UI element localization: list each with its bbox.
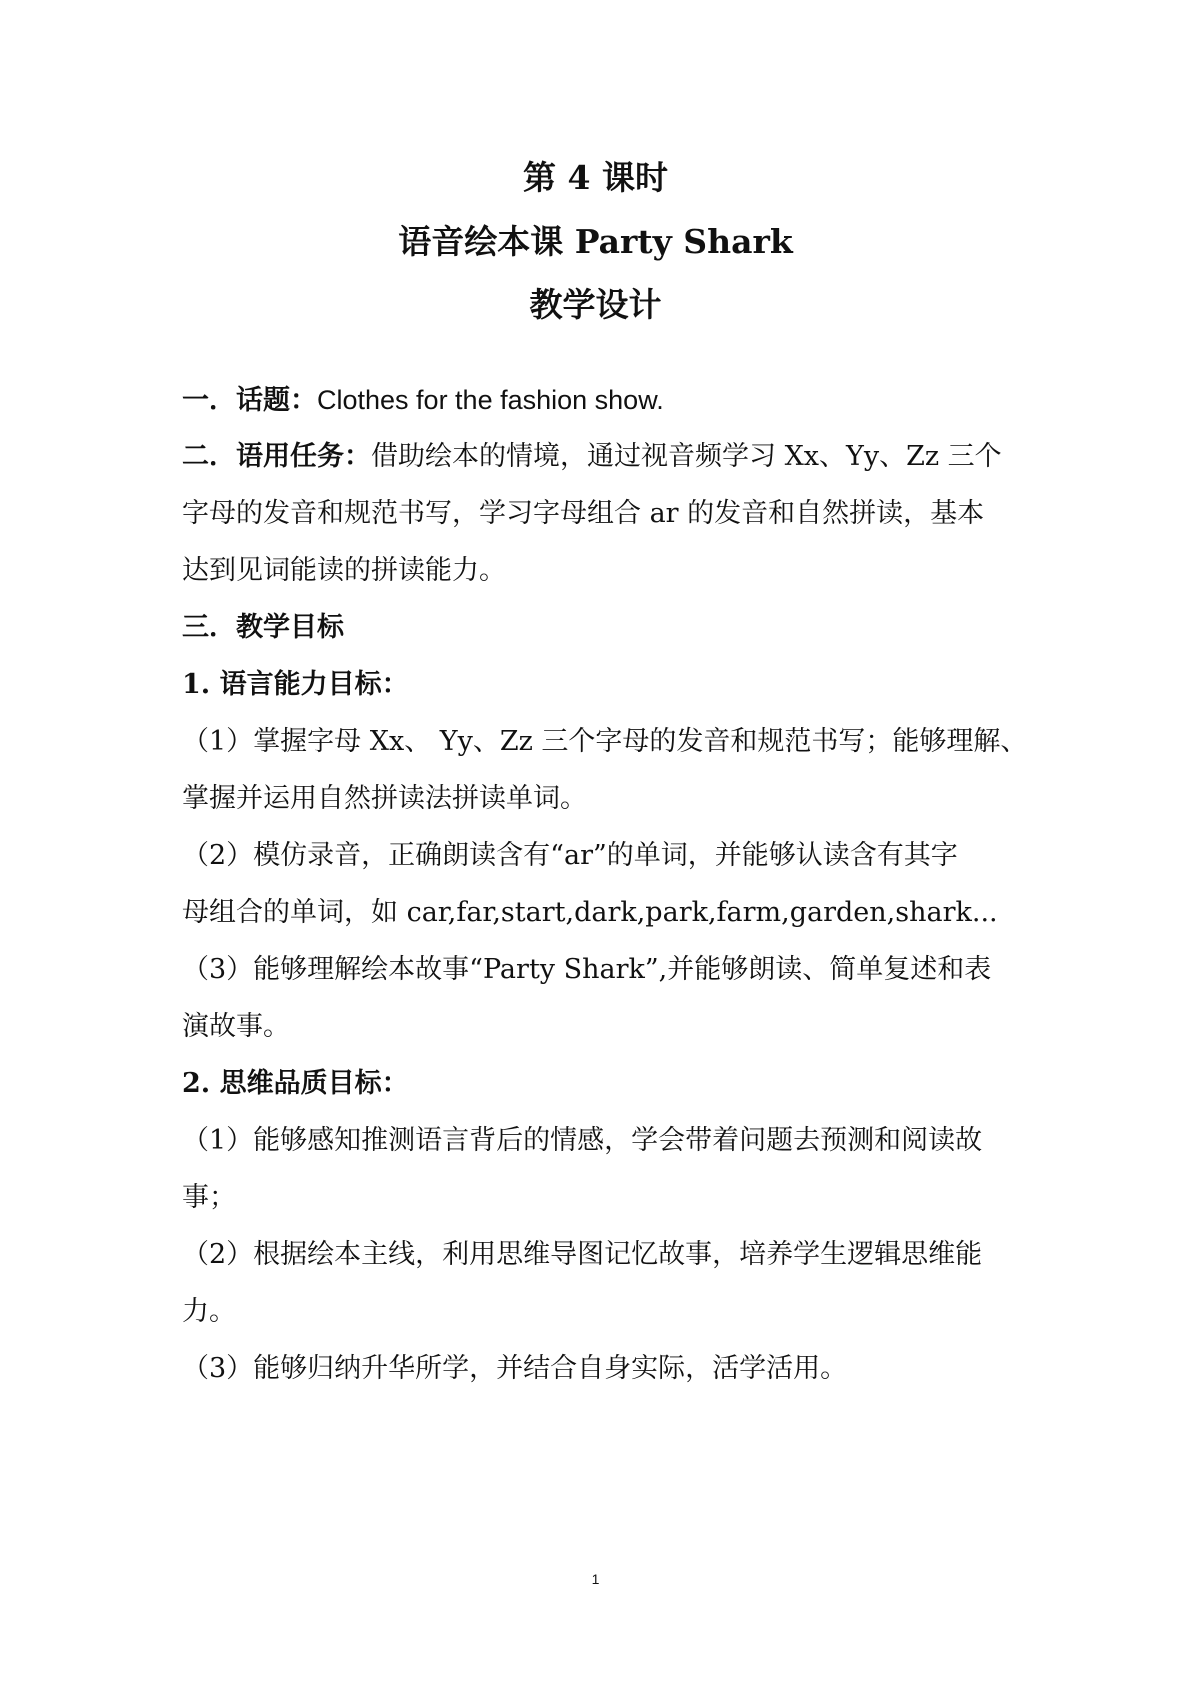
thinking-item-1-line-1: （1）能够感知推测语言背后的情感，学会带着问题去预测和阅读故 xyxy=(182,1125,983,1156)
language-item-2-line-1: （2）模仿录音，正确朗读含有“ar”的单词，并能够认读含有其字 xyxy=(182,840,958,871)
document-type-title: 教学设计 xyxy=(529,285,662,324)
topic-line xyxy=(182,381,1022,420)
topic-text: Clothes for the fashion show. xyxy=(317,385,664,415)
thinking-item-3-line-1: （3）能够归纳升华所学，并结合自身实际，活学活用。 xyxy=(182,1353,848,1384)
topic-label: 一．话题： xyxy=(182,385,317,416)
thinking-item-2-line-1: （2）根据绘本主线，利用思维导图记忆故事，培养学生逻辑思维能 xyxy=(182,1239,983,1270)
objectives-heading: 三．教学目标 xyxy=(182,612,344,643)
task-line-2: 字母的发音和规范书写，学习字母组合 ar 的发音和自然拼读，基本 xyxy=(182,498,985,529)
language-item-2-line-2: 母组合的单词，如 car,far,start,dark,park,farm,garden,shark... xyxy=(182,897,998,928)
task-line-1 xyxy=(182,438,1022,476)
task-text-line-1: 借助绘本的情境，通过视音频学习 Xx、Yy、Zz 三个 xyxy=(371,441,1002,472)
language-item-1-line-2: 掌握并运用自然拼读法拼读单词。 xyxy=(182,783,587,814)
task-label: 二．语用任务： xyxy=(182,441,371,472)
lesson-number-title: 第 4 课时 xyxy=(523,158,668,197)
language-objectives-heading: 1. 语言能力目标： xyxy=(182,669,409,700)
thinking-objectives-heading: 2. 思维品质目标： xyxy=(182,1068,409,1099)
language-item-3-line-2: 演故事。 xyxy=(182,1011,290,1042)
language-item-1-line-1: （1）掌握字母 Xx、 Yy、Zz 三个字母的发音和规范书写；能够理解、 xyxy=(182,726,1028,757)
task-line-3: 达到见词能读的拼读能力。 xyxy=(182,555,506,586)
thinking-item-2-line-2: 力。 xyxy=(182,1296,236,1327)
lesson-name-title: 语音绘本课 Party Shark xyxy=(398,222,793,261)
page-number: 1 xyxy=(591,1571,600,1587)
thinking-item-1-line-2: 事； xyxy=(182,1182,236,1213)
language-item-3-line-1: （3）能够理解绘本故事“Party Shark”,并能够朗读、简单复述和表 xyxy=(182,954,992,985)
